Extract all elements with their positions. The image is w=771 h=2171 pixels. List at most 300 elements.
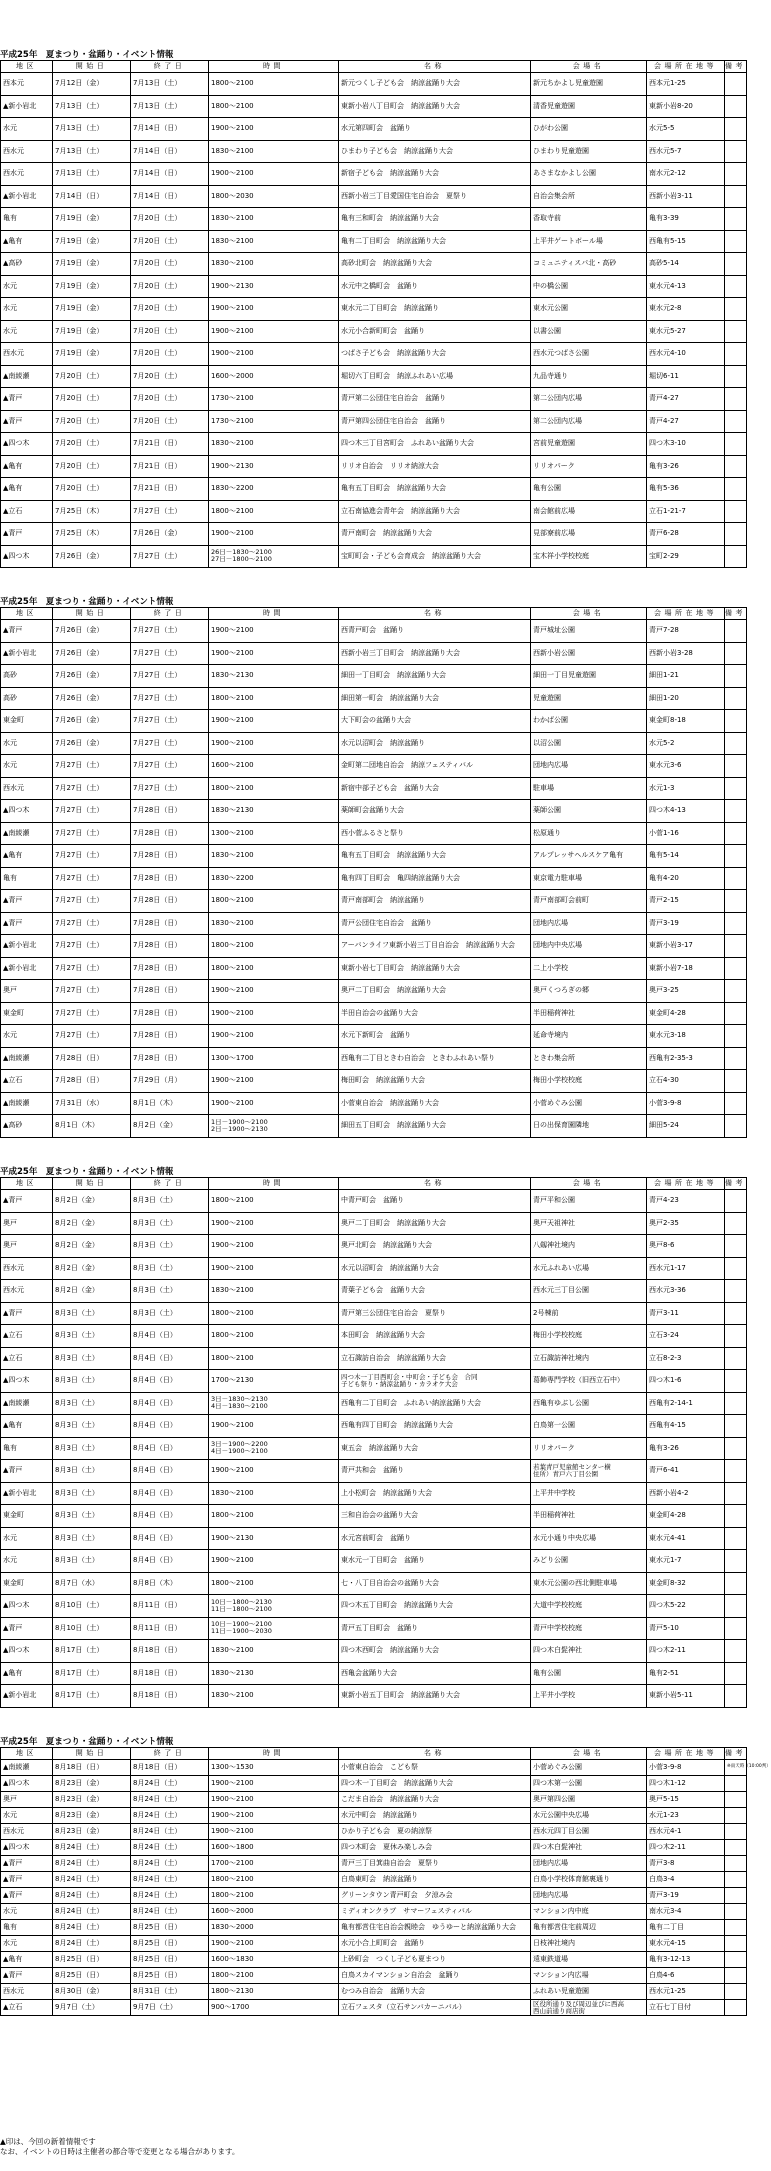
- cell-remarks: [725, 1002, 747, 1025]
- cell-end-date: 7月20日（土）: [131, 208, 209, 231]
- cell-remarks: [725, 1092, 747, 1115]
- table-row: [1, 455, 747, 478]
- column-header-remarks: 備考: [725, 1178, 747, 1190]
- cell-event-name: ひかり子ども会 夏の納涼祭: [339, 1824, 531, 1840]
- cell-remarks: [725, 665, 747, 688]
- cell-district: ▲四つ木: [1, 1776, 53, 1792]
- column-header-address: 会場所在地等: [647, 1178, 725, 1190]
- cell-remarks: [725, 1856, 747, 1872]
- table-row: [1, 1002, 747, 1025]
- cell-venue: 上平井中学校: [531, 1482, 647, 1505]
- cell-start-date: 7月20日（土）: [53, 478, 131, 501]
- cell-remarks: [725, 410, 747, 433]
- table-row: [1, 2000, 747, 2016]
- cell-remarks: [725, 1235, 747, 1258]
- cell-end-date: 8月25日（日）: [131, 1968, 209, 1984]
- cell-venue: 宝木祥小学校校庭: [531, 545, 647, 568]
- cell-remarks: [725, 687, 747, 710]
- table-row: [1, 755, 747, 778]
- column-header-time: 時間: [209, 61, 339, 73]
- cell-address: 西亀有2-35-3: [647, 1047, 725, 1070]
- cell-event-name: 奥戸二丁目町会 納涼盆踊り大会: [339, 1212, 531, 1235]
- table-row: [1, 1662, 747, 1685]
- cell-remarks: [725, 1302, 747, 1325]
- cell-time: 1900～2100: [209, 1025, 339, 1048]
- table-row: [1, 253, 747, 276]
- cell-time: 1900～2100: [209, 1936, 339, 1952]
- table-row: [1, 912, 747, 935]
- cell-start-date: 8月3日（土）: [53, 1392, 131, 1415]
- cell-address: 水元5-5: [647, 118, 725, 141]
- table-row: [1, 1437, 747, 1460]
- events-table: [0, 1177, 747, 1708]
- cell-venue: アルプレッサヘルスケア亀有: [531, 845, 647, 868]
- cell-start-date: 7月27日（土）: [53, 935, 131, 958]
- cell-district: 東金町: [1, 1505, 53, 1528]
- cell-end-date: 7月27日（土）: [131, 545, 209, 568]
- cell-event-name: 細田五丁目町会 納涼盆踊り大会: [339, 1115, 531, 1138]
- cell-venue: 団地内中央広場: [531, 935, 647, 958]
- cell-venue: 以沼公園: [531, 732, 647, 755]
- cell-start-date: 8月23日（金）: [53, 1808, 131, 1824]
- events-table: [0, 1747, 771, 2016]
- cell-district: ▲新小岩北: [1, 1482, 53, 1505]
- cell-district: ▲立石: [1, 1070, 53, 1093]
- cell-start-date: 7月27日（土）: [53, 890, 131, 913]
- cell-remarks: [725, 912, 747, 935]
- table-row: [1, 687, 747, 710]
- cell-venue: 四つ木白髭神社: [531, 1640, 647, 1663]
- cell-end-date: 8月8日（木）: [131, 1572, 209, 1595]
- cell-address: 小菅1-16: [647, 822, 725, 845]
- cell-remarks: ※雨天時（10:00判）: [725, 1760, 747, 1776]
- cell-venue: リリオパーク: [531, 1437, 647, 1460]
- footnote: [0, 2137, 239, 2156]
- cell-end-date: 8月3日（土）: [131, 1280, 209, 1303]
- cell-event-name: 水元宮前町会 盆踊り: [339, 1527, 531, 1550]
- table-row: [1, 185, 747, 208]
- cell-remarks: [725, 1370, 747, 1393]
- cell-time: 1900～2100: [209, 298, 339, 321]
- cell-address: 立石4-30: [647, 1070, 725, 1093]
- table-row: [1, 1460, 747, 1483]
- cell-event-name: 堀切六丁目町会 納涼ふれあい広場: [339, 365, 531, 388]
- cell-remarks: [725, 845, 747, 868]
- cell-address: 亀有5-36: [647, 478, 725, 501]
- cell-start-date: 7月25日（木）: [53, 523, 131, 546]
- cell-address: 東水元5-27: [647, 320, 725, 343]
- cell-district: 東金町: [1, 1572, 53, 1595]
- table-row: [1, 1325, 747, 1348]
- cell-remarks: [725, 1325, 747, 1348]
- cell-end-date: 8月24日（土）: [131, 1792, 209, 1808]
- cell-district: ▲立石: [1, 1325, 53, 1348]
- cell-end-date: 7月20日（土）: [131, 230, 209, 253]
- cell-time: 900～1700: [209, 2000, 339, 2016]
- cell-venue: ひがわ公園: [531, 118, 647, 141]
- cell-end-date: 8月11日（日）: [131, 1595, 209, 1618]
- cell-remarks: [725, 1347, 747, 1370]
- cell-start-date: 8月10日（土）: [53, 1617, 131, 1640]
- cell-start-date: 8月25日（日）: [53, 1952, 131, 1968]
- cell-district: ▲新小岩北: [1, 185, 53, 208]
- cell-event-name: 四つ木町会 夏休み楽しみ会: [339, 1840, 531, 1856]
- cell-end-date: 7月29日（月）: [131, 1070, 209, 1093]
- cell-remarks: [725, 1617, 747, 1640]
- cell-venue: 2号棟前: [531, 1302, 647, 1325]
- cell-venue: 西水元つばさ公園: [531, 343, 647, 366]
- cell-district: 高砂: [1, 687, 53, 710]
- cell-end-date: 8月4日（日）: [131, 1415, 209, 1438]
- cell-remarks: [725, 620, 747, 643]
- cell-address: 青戸3-19: [647, 1888, 725, 1904]
- cell-venue: 立石諏訪神社境内: [531, 1347, 647, 1370]
- cell-time: 1830～2130: [209, 665, 339, 688]
- cell-district: 水元: [1, 1936, 53, 1952]
- cell-venue: 第二公団内広場: [531, 388, 647, 411]
- column-header-event-name: 名称: [339, 1178, 531, 1190]
- cell-venue: わかば公園: [531, 710, 647, 733]
- cell-time: 1900～2100: [209, 1824, 339, 1840]
- cell-venue: 第二公団内広場: [531, 410, 647, 433]
- cell-remarks: [725, 2000, 747, 2016]
- cell-time: 1830～2100: [209, 433, 339, 456]
- cell-venue: 青戸平和公園: [531, 1190, 647, 1213]
- cell-address: 西新小岩4-2: [647, 1482, 725, 1505]
- cell-venue: 東京電力駐車場: [531, 867, 647, 890]
- cell-time: 1900～2100: [209, 343, 339, 366]
- cell-district: 西水元: [1, 343, 53, 366]
- cell-end-date: 7月28日（日）: [131, 1047, 209, 1070]
- cell-event-name: 四つ木一丁目町会 納涼盆踊り大会: [339, 1776, 531, 1792]
- cell-start-date: 8月18日（日）: [53, 1760, 131, 1776]
- cell-time: 1830～2100: [209, 1280, 339, 1303]
- cell-address: 南水元2-12: [647, 163, 725, 186]
- column-header-venue: 会場名: [531, 1748, 647, 1760]
- cell-event-name: 青戸共和会 盆踊り: [339, 1460, 531, 1483]
- cell-start-date: 7月28日（日）: [53, 1047, 131, 1070]
- cell-address: 四つ木2-11: [647, 1640, 725, 1663]
- table-row: [1, 298, 747, 321]
- cell-venue: 中の橋公園: [531, 275, 647, 298]
- cell-address: 青戸4-27: [647, 388, 725, 411]
- cell-start-date: 7月27日（土）: [53, 822, 131, 845]
- cell-end-date: 7月14日（日）: [131, 163, 209, 186]
- cell-district: ▲新小岩北: [1, 957, 53, 980]
- cell-event-name: 亀有都営住宅自治会親睦会 ゆうゆーと納涼盆踊り大会: [339, 1920, 531, 1936]
- table-row: [1, 1302, 747, 1325]
- cell-venue: 上平井小学校: [531, 1685, 647, 1708]
- table-row: [1, 230, 747, 253]
- column-header-address: 会場所在地等: [647, 608, 725, 620]
- cell-address: 水元1-23: [647, 1808, 725, 1824]
- cell-address: 亀有二丁目: [647, 1920, 725, 1936]
- cell-start-date: 8月30日（金）: [53, 1984, 131, 2000]
- cell-start-date: 7月20日（土）: [53, 365, 131, 388]
- table-row: [1, 433, 747, 456]
- cell-time: 1830～2100: [209, 208, 339, 231]
- cell-time: 1600～1800: [209, 1840, 339, 1856]
- cell-district: ▲四つ木: [1, 800, 53, 823]
- table-row: [1, 500, 747, 523]
- cell-address: 奥戸2-35: [647, 1212, 725, 1235]
- cell-start-date: 7月27日（土）: [53, 755, 131, 778]
- cell-event-name: 水元以沼町会 納涼盆踊り大会: [339, 1257, 531, 1280]
- cell-address: 亀有2-51: [647, 1662, 725, 1685]
- cell-time: 1830～2130: [209, 1662, 339, 1685]
- table-row: [1, 1115, 747, 1138]
- cell-start-date: 7月19日（金）: [53, 253, 131, 276]
- table-header: [1, 1178, 747, 1190]
- cell-end-date: 9月7日（土）: [131, 2000, 209, 2016]
- cell-event-name: 西新小岩三丁目町会 納涼盆踊り大会: [339, 642, 531, 665]
- table-row: [1, 620, 747, 643]
- cell-address: 四つ木1-12: [647, 1776, 725, 1792]
- column-header-time: 時間: [209, 608, 339, 620]
- cell-start-date: 8月3日（土）: [53, 1527, 131, 1550]
- cell-remarks: [725, 1808, 747, 1824]
- cell-remarks: [725, 1550, 747, 1573]
- cell-event-name: 亀有二丁目町会 納涼盆踊り大会: [339, 230, 531, 253]
- table-row: [1, 1280, 747, 1303]
- cell-event-name: 新宿中部子ども会 盆踊り大会: [339, 777, 531, 800]
- cell-start-date: 8月24日（土）: [53, 1872, 131, 1888]
- cell-remarks: [725, 230, 747, 253]
- cell-time: 1800～2100: [209, 1325, 339, 1348]
- cell-time: 1730～2100: [209, 410, 339, 433]
- cell-time: 1830～2100: [209, 253, 339, 276]
- table-row: [1, 665, 747, 688]
- cell-start-date: 7月13日（土）: [53, 163, 131, 186]
- cell-venue: 自治会集会所: [531, 185, 647, 208]
- cell-end-date: 8月18日（日）: [131, 1760, 209, 1776]
- cell-time: 26日－1830～2100 27日－1800～2100: [209, 545, 339, 568]
- cell-address: 細田1-21: [647, 665, 725, 688]
- cell-remarks: [725, 253, 747, 276]
- cell-district: ▲高砂: [1, 253, 53, 276]
- cell-venue: 日枝神社境内: [531, 1936, 647, 1952]
- table-row: [1, 1047, 747, 1070]
- cell-event-name: ひまわり子ども会 納涼盆踊り大会: [339, 140, 531, 163]
- cell-end-date: 7月28日（日）: [131, 845, 209, 868]
- cell-address: 高砂5-14: [647, 253, 725, 276]
- column-header-venue: 会場名: [531, 61, 647, 73]
- cell-end-date: 8月24日（土）: [131, 1904, 209, 1920]
- cell-time: 1800～2100: [209, 1190, 339, 1213]
- table-row: [1, 478, 747, 501]
- cell-start-date: 8月3日（土）: [53, 1437, 131, 1460]
- cell-remarks: [725, 140, 747, 163]
- cell-time: 1800～2100: [209, 1505, 339, 1528]
- cell-event-name: 亀有五丁目町会 納涼盆踊り大会: [339, 478, 531, 501]
- cell-event-name: 水元下新町会 盆踊り: [339, 1025, 531, 1048]
- cell-event-name: 西青戸町会 盆踊り: [339, 620, 531, 643]
- cell-address: 東金町4-28: [647, 1002, 725, 1025]
- cell-district: 水元: [1, 1904, 53, 1920]
- cell-end-date: 8月4日（日）: [131, 1370, 209, 1393]
- cell-end-date: 8月3日（土）: [131, 1235, 209, 1258]
- cell-start-date: 7月20日（土）: [53, 388, 131, 411]
- cell-venue: 葛飾専門学校（旧西立石中）: [531, 1370, 647, 1393]
- table-row: [1, 388, 747, 411]
- cell-start-date: 8月3日（土）: [53, 1482, 131, 1505]
- cell-venue: 日の出保育園隣地: [531, 1115, 647, 1138]
- cell-end-date: 7月28日（日）: [131, 980, 209, 1003]
- column-header-event-name: 名称: [339, 61, 531, 73]
- cell-district: 西本元: [1, 73, 53, 96]
- table-row: [1, 1856, 747, 1872]
- cell-time: 1800～2100: [209, 1888, 339, 1904]
- table-row: [1, 1984, 747, 2000]
- cell-address: 青戸3-8: [647, 1856, 725, 1872]
- table-row: [1, 957, 747, 980]
- cell-venue: 清香児童遊園: [531, 95, 647, 118]
- cell-event-name: 白鳥スカイマンション自治会 盆踊り: [339, 1968, 531, 1984]
- cell-remarks: [725, 1070, 747, 1093]
- column-header-time: 時間: [209, 1178, 339, 1190]
- table-row: [1, 1572, 747, 1595]
- cell-venue: 西水元三丁目公園: [531, 1280, 647, 1303]
- cell-event-name: 東水元一丁目町会 盆踊り: [339, 1550, 531, 1573]
- cell-address: 亀有3-26: [647, 1437, 725, 1460]
- cell-address: 亀有3-26: [647, 455, 725, 478]
- cell-time: 1900～2100: [209, 710, 339, 733]
- table-row: [1, 1257, 747, 1280]
- cell-end-date: 7月27日（土）: [131, 665, 209, 688]
- cell-time: 1900～2100: [209, 1002, 339, 1025]
- cell-end-date: 8月24日（土）: [131, 1776, 209, 1792]
- cell-venue: 小菅めぐみ公園: [531, 1760, 647, 1776]
- cell-remarks: [725, 1888, 747, 1904]
- cell-remarks: [725, 1595, 747, 1618]
- cell-start-date: 7月31日（水）: [53, 1092, 131, 1115]
- cell-venue: コミュニティスパ北・高砂: [531, 253, 647, 276]
- cell-event-name: 細田一丁目町会 納涼盆踊り大会: [339, 665, 531, 688]
- cell-district: ▲青戸: [1, 1968, 53, 1984]
- cell-venue: 見部寮前広場: [531, 523, 647, 546]
- cell-start-date: 8月25日（日）: [53, 1968, 131, 1984]
- cell-event-name: 西亀有四丁目町会 納涼盆踊り大会: [339, 1415, 531, 1438]
- cell-district: ▲高砂: [1, 1115, 53, 1138]
- cell-start-date: 8月2日（金）: [53, 1257, 131, 1280]
- cell-district: ▲新小岩北: [1, 1685, 53, 1708]
- cell-start-date: 7月13日（土）: [53, 95, 131, 118]
- cell-end-date: 7月27日（土）: [131, 732, 209, 755]
- cell-event-name: 梅田町会 納涼盆踊り大会: [339, 1070, 531, 1093]
- cell-time: 1800～2100: [209, 95, 339, 118]
- cell-venue: 半田稲荷神社: [531, 1002, 647, 1025]
- cell-remarks: [725, 1415, 747, 1438]
- cell-time: 1830～2000: [209, 1920, 339, 1936]
- cell-venue: 八劔神社境内: [531, 1235, 647, 1258]
- cell-district: 水元: [1, 1550, 53, 1573]
- cell-end-date: 8月4日（日）: [131, 1392, 209, 1415]
- cell-end-date: 8月1日（木）: [131, 1092, 209, 1115]
- cell-venue: 奥戸くつろぎの郷: [531, 980, 647, 1003]
- cell-district: ▲立石: [1, 500, 53, 523]
- cell-address: 青戸3-19: [647, 912, 725, 935]
- table-row: [1, 845, 747, 868]
- table-row: [1, 1482, 747, 1505]
- table-row: [1, 1190, 747, 1213]
- cell-end-date: 7月28日（日）: [131, 890, 209, 913]
- cell-event-name: 高砂北町会 納涼盆踊り大会: [339, 253, 531, 276]
- cell-district: ▲青戸: [1, 410, 53, 433]
- cell-event-name: 宝町町会・子ども会育成会 納涼盆踊り大会: [339, 545, 531, 568]
- cell-address: 東金町4-28: [647, 1505, 725, 1528]
- cell-time: 1900～2100: [209, 980, 339, 1003]
- cell-district: ▲立石: [1, 1347, 53, 1370]
- cell-time: 1900～2100: [209, 1070, 339, 1093]
- cell-address: 細田5-24: [647, 1115, 725, 1138]
- cell-start-date: 7月20日（土）: [53, 433, 131, 456]
- cell-start-date: 7月27日（土）: [53, 867, 131, 890]
- cell-remarks: [725, 1392, 747, 1415]
- cell-end-date: 7月21日（日）: [131, 433, 209, 456]
- cell-venue: 青戸城址公園: [531, 620, 647, 643]
- table-row: [1, 1760, 747, 1776]
- table-row: [1, 1595, 747, 1618]
- cell-remarks: [725, 1936, 747, 1952]
- cell-address: 小菅3-9-8: [647, 1760, 725, 1776]
- cell-time: 3日－1830～2130 4日－1830～2100: [209, 1392, 339, 1415]
- cell-start-date: 7月19日（金）: [53, 320, 131, 343]
- cell-time: 1800～2100: [209, 1968, 339, 1984]
- cell-end-date: 8月24日（土）: [131, 1840, 209, 1856]
- cell-remarks: [725, 1640, 747, 1663]
- cell-start-date: 8月3日（土）: [53, 1347, 131, 1370]
- table-row: [1, 710, 747, 733]
- cell-end-date: 8月3日（土）: [131, 1257, 209, 1280]
- cell-venue: 新元ちかよし児童遊園: [531, 73, 647, 96]
- cell-time: 1900～2100: [209, 1212, 339, 1235]
- cell-address: 四つ木1-6: [647, 1370, 725, 1393]
- cell-end-date: 8月2日（金）: [131, 1115, 209, 1138]
- table-row: [1, 1936, 747, 1952]
- cell-event-name: 本田町会 納涼盆踊り大会: [339, 1325, 531, 1348]
- cell-time: 1900～2130: [209, 455, 339, 478]
- cell-address: 西新小岩3-28: [647, 642, 725, 665]
- cell-venue: 上平井ゲートボール場: [531, 230, 647, 253]
- cell-address: 青戸3-11: [647, 1302, 725, 1325]
- cell-address: 細田1-20: [647, 687, 725, 710]
- cell-end-date: 7月20日（土）: [131, 275, 209, 298]
- table-row: [1, 800, 747, 823]
- cell-time: 1830～2100: [209, 1685, 339, 1708]
- cell-address: 亀有5-14: [647, 845, 725, 868]
- cell-time: 1300～1700: [209, 1047, 339, 1070]
- cell-district: ▲亀有: [1, 455, 53, 478]
- cell-end-date: 7月20日（土）: [131, 365, 209, 388]
- table-row: [1, 1952, 747, 1968]
- table-row: [1, 1840, 747, 1856]
- cell-remarks: [725, 275, 747, 298]
- cell-remarks: [725, 1047, 747, 1070]
- table-row: [1, 1527, 747, 1550]
- cell-district: ▲亀有: [1, 1952, 53, 1968]
- column-header-event-name: 名称: [339, 608, 531, 620]
- cell-address: 東水元4-41: [647, 1527, 725, 1550]
- events-table: [0, 607, 747, 1138]
- cell-time: 1900～2130: [209, 275, 339, 298]
- cell-end-date: 7月28日（日）: [131, 1002, 209, 1025]
- column-header-start-date: 開始日: [53, 1748, 131, 1760]
- cell-venue: 亀有都営住宅前周辺: [531, 1920, 647, 1936]
- cell-time: 1800～2100: [209, 73, 339, 96]
- cell-end-date: 8月24日（土）: [131, 1888, 209, 1904]
- table-row: [1, 1092, 747, 1115]
- cell-event-name: 西亀会盆踊り大会: [339, 1662, 531, 1685]
